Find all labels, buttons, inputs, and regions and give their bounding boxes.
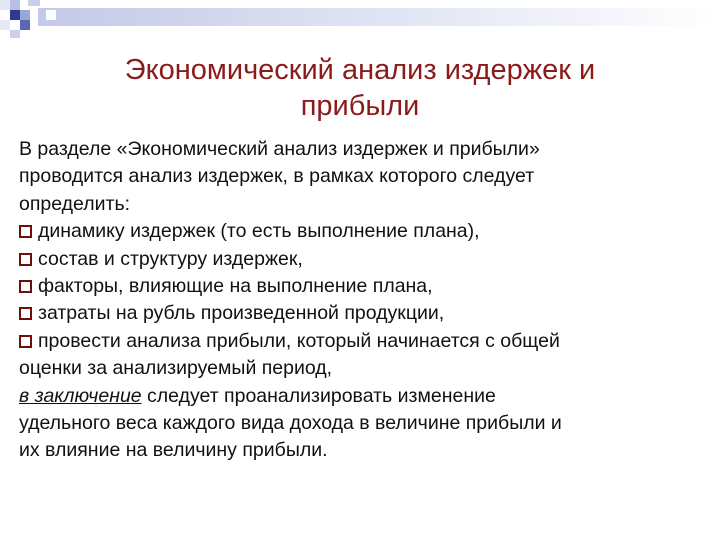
conclusion-line: их влияние на величину прибыли. [19, 439, 328, 462]
conclusion-emphasis: в заключение [19, 384, 142, 407]
bullet-text: провести анализа прибыли, который начинается с общей [38, 329, 560, 352]
conclusion-line [19, 383, 709, 410]
bullet-continuation: оценки за анализируемый период, [19, 357, 333, 380]
intro-line: проводится анализ издержек, в рамках которого следует [19, 165, 535, 188]
header-decoration [0, 0, 720, 50]
square-bullet-icon [19, 253, 32, 266]
bullet-item [19, 246, 709, 273]
square-bullet-icon [19, 225, 32, 238]
intro-line: В разделе «Экономический анализ издержек и прибыли» [19, 138, 540, 160]
intro-line: определить: [19, 192, 131, 215]
bullet-text: затраты на рубль произведенной продукции, [38, 302, 445, 325]
slide-title [60, 52, 660, 124]
square-bullet-icon [19, 335, 32, 348]
conclusion-line: удельного веса каждого вида дохода в величине прибыли и [19, 412, 562, 435]
bullet-text: факторы, влияющие на выполнение плана, [38, 275, 433, 298]
bullet-item [19, 273, 709, 300]
square-bullet-icon [19, 280, 32, 293]
slide-title-line-2: прибыли [300, 90, 420, 122]
slide-title-line-1: Экономический анализ издержек и [124, 54, 596, 86]
square-bullet-icon [19, 307, 32, 320]
conclusion-text: следует проанализировать изменение [141, 384, 496, 407]
bullet-text: состав и структуру издержек, [38, 247, 303, 270]
slide-body [19, 136, 709, 465]
bullet-item [19, 328, 709, 355]
bullet-text: динамику издержек (то есть выполнение плана), [38, 220, 480, 243]
bullet-item [19, 300, 709, 327]
bullet-item [19, 218, 709, 245]
